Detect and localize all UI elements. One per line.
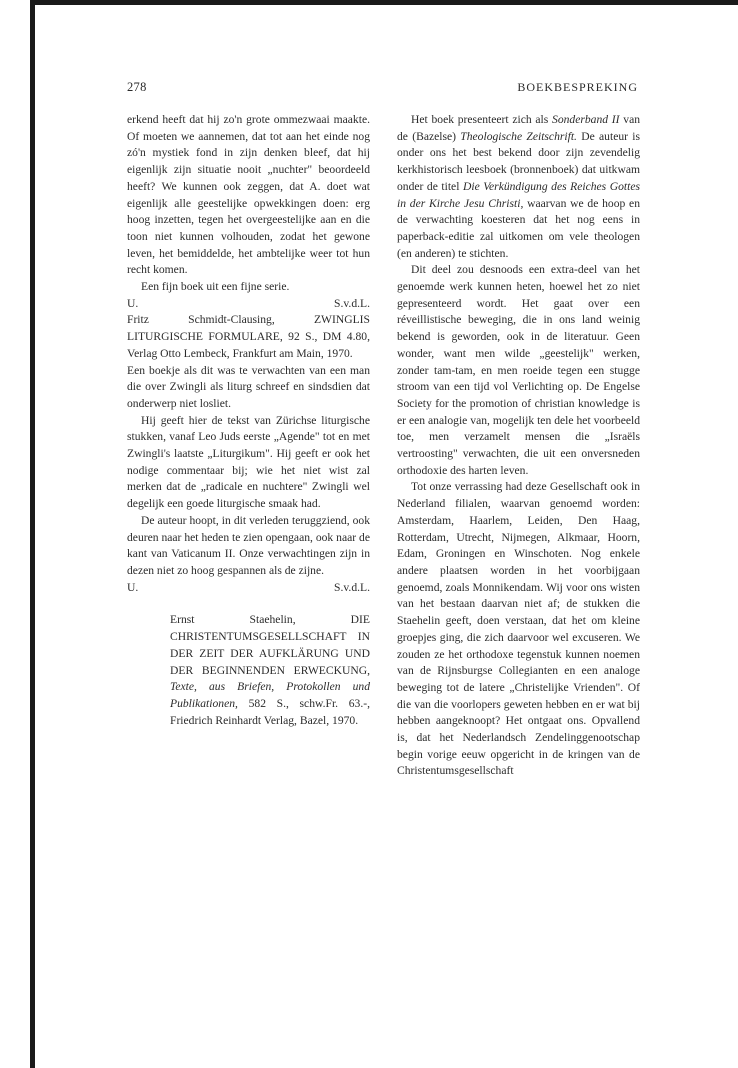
paragraph-zwingli-2: Hij geeft hier de tekst van Zürichse liturgische stukken, vanaf Leo Juds eerste „Agende" tot en met Zwingli's laatste „Liturgikum". Hij geeft er ook het nodige commentaar bij; wie het niet wist zal merken dat de „radicale en nuchtere" Zwingli wel degelijk een goede liturgische smaak had. xyxy=(127,413,370,511)
italic-title: Sonderband II xyxy=(552,113,620,126)
left-column xyxy=(127,112,370,729)
paragraph-closing-remark: Een fijn boek uit een fijne serie. xyxy=(141,280,290,294)
paragraph-staehelin-2: Dit deel zou desnoods een extra-deel van het genoemde werk kunnen heten, hoewel het zo niet gepresenteerd wordt. Het gaat over een réveillistische beweging, die in ons land weinig bekend is geworden, ook in de literatuur. Geen wonder, want men wilde „geestelijk" werken, zonder tam-tam, en men roeide tegen een stugge stroom van een tijd vol Verlichting op. De Engelse Society for the promotion of christian knowledge is er een analogie van, mogelijk ten dele het voorbeeld toe, men verzamelt mensen die „Israëls vertroosting" verwachten, die uit een onversneden orthodoxie des harten leven. xyxy=(397,263,640,477)
scan-border-left xyxy=(30,0,35,1068)
paragraph-continued: erkend heeft dat hij zo'n grote ommezwaai maakte. Of moeten we aannemen, dat tot aan het einde nog zó'n mystiek fond in zijn denken bleef, dat hij eigenlijk zijn situatie nooit „nuchter" beoordeeld heeft? We kunnen ook zeggen, dat A. doet wat eigenlijk alle geestelijke opwekkingen doen: erg hoog inzetten, tegen het overgeestelijke aan en die toon niet kunnen volhouden, zodat het gewone leven, het bemiddelde, het ambtelijke weer tot hun recht komen. xyxy=(127,113,370,277)
signature-initial: U. xyxy=(127,296,139,310)
text-run: waarvan we de hoop en de verwachting koesteren dat het nog eens in paperback-editie zal uitkomen om vele theologen (en anderen) te stichten. xyxy=(397,196,640,260)
review-heading-details: 582 S., schw.Fr. 63.-, Friedrich Reinhardt Verlag, Bazel, 1970. xyxy=(170,696,370,727)
running-head: BOEKBESPREKING xyxy=(517,80,638,94)
paragraph-staehelin-3: Tot onze verrassing had deze Gesellschaft ook in Nederland filialen, waarvan genoemd worden: Amsterdam, Haarlem, Leiden, Den Haag, Rotterdam, Utrecht, Nijmegen, Alkmaar, Hoorn, Edam, Groningen en Winschoten. Nog enkele andere plaatsen worden in het voorbijgaan genoemd, zoals Monnikendam. Wij voor ons wisten van het bestaan daarvan niet af; de stukken die Staehelin geeft, doen verstaan, dat het om kleine groepjes ging, die zich daarvoor wel excuseren. We zouden ze het orthodoxe tegenstuk kunnen noemen van de Rijnsburgse Collegianten en een analoge beweging tot de latere „Christelijke Vrienden". Of die van die voorlopers geweten hebben en er wat bij hebben aangeknoopt? Het ontgaat ons. Opvallend is, dat het Nederlandsch Zendelinggenootschap begin vorige eeuw opgericht in de kringen van de Christentumsgesellschaft xyxy=(397,480,640,778)
review-heading-subtitle: Texte, aus Briefen, Protokollen und Publikationen, xyxy=(170,680,370,710)
review-heading-staehelin xyxy=(170,612,370,729)
text-run: De auteur is onder ons het best bekend door zijn zevendelig kerkhistorisch leesboek (bronnenboek) dat uitkwam onder de titel xyxy=(397,129,641,193)
paragraph-staehelin-1 xyxy=(397,112,640,262)
text-run: Het boek presenteert zich als xyxy=(411,113,553,126)
review-signature xyxy=(127,296,370,313)
signature-author: S.v.d.L. xyxy=(334,580,370,594)
page-number: 278 xyxy=(127,80,147,94)
review-heading-title: Ernst Staehelin, DIE CHRISTENTUMSGESELLSCHAFT IN DER ZEIT DER AUFKLÄRUNG UND DER BEGINNENDEN ERWECKUNG, xyxy=(170,613,370,677)
scan-border-top xyxy=(30,0,738,5)
signature-initial: U. xyxy=(127,580,139,594)
right-column xyxy=(397,112,640,780)
paragraph-zwingli-3: De auteur hoopt, in dit verleden teruggziend, ook deuren naar het heden te zien opengaan, ook naar de kant van Vaticanum II. Onze verwachtingen zijn in dezen niet zo hoog gespannen als de zijne. xyxy=(127,513,370,577)
text-run: van de (Bazelse) xyxy=(397,113,641,143)
review-heading-zwingli: Fritz Schmidt-Clausing, ZWINGLIS LITURGISCHE FORMULARE, 92 S., DM 4.80, Verlag Otto Lembeck, Frankfurt am Main, 1970. xyxy=(127,313,370,360)
paragraph-zwingli-1: Een boekje als dit was te verwachten van een man die over Zwingli als liturg schreef en sindsdien dat onderwerp niet losliet. xyxy=(127,363,370,410)
review-signature xyxy=(127,580,370,597)
signature-author: S.v.d.L. xyxy=(334,296,370,310)
italic-title: Die Verkündigung des Reiches Gottes in der Kirche Jesu Christi, xyxy=(397,179,640,210)
italic-title: Theologische Zeitschrift. xyxy=(460,129,577,143)
